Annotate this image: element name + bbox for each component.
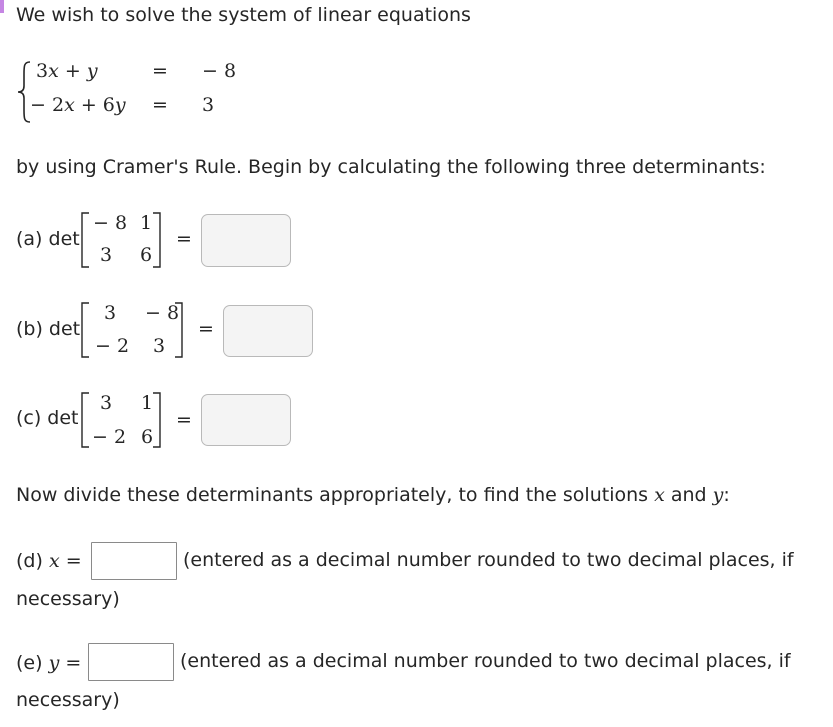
eq2-lhs: − 2x + 6y (30, 94, 126, 116)
answer-y-input[interactable] (88, 643, 174, 681)
det-a-m12: 1 (140, 212, 153, 234)
det-a-m11: − 8 (93, 212, 128, 234)
divide-text: Now divide these determinants appropriately, to find the solutions x and y: (16, 484, 730, 506)
det-c-m11: 3 (100, 392, 113, 414)
answer-x-input[interactable] (91, 542, 177, 580)
answer-x-hint: (entered as a decimal number rounded to two decimal places, if (183, 549, 794, 571)
det-b-left-bracket (80, 302, 90, 358)
det-b-right-bracket (174, 302, 184, 358)
det-c-left-bracket (80, 392, 90, 448)
det-a-m22: 6 (140, 244, 153, 266)
det-b-m21: − 2 (95, 335, 130, 357)
det-b-equals: = (198, 318, 214, 340)
det-b-m12: − 8 (145, 302, 180, 324)
eq1-lhs: 3x + y (36, 60, 98, 82)
det-c-m12: 1 (141, 392, 154, 414)
det-a-m21: 3 (100, 244, 113, 266)
det-a-answer-box[interactable] (201, 214, 291, 267)
answer-y-hint: (entered as a decimal number rounded to two decimal places, if (180, 650, 791, 672)
det-b-answer-box[interactable] (223, 305, 313, 357)
det-b-label: (b) det (16, 318, 81, 340)
det-c-m22: 6 (141, 426, 154, 448)
eq1-equals: = (152, 60, 168, 82)
answer-y-hint-cont: necessary) (16, 689, 120, 711)
eq2-rhs: 3 (202, 94, 215, 116)
det-a-label: (a) det (16, 228, 80, 250)
det-c-m21: − 2 (92, 426, 127, 448)
eq1-rhs: − 8 (202, 60, 237, 82)
answer-x-hint-cont: necessary) (16, 588, 120, 610)
intro-text: We wish to solve the system of linear equations (16, 4, 471, 26)
det-a-equals: = (176, 228, 192, 250)
det-c-label: (c) det (16, 407, 79, 429)
det-b-m22: 3 (153, 335, 166, 357)
det-a-left-bracket (80, 212, 90, 268)
det-c-right-bracket (152, 392, 162, 448)
det-c-equals: = (176, 409, 192, 431)
det-c-answer-box[interactable] (201, 394, 291, 446)
det-a-right-bracket (152, 212, 162, 268)
instruction-text: by using Cramer's Rule. Begin by calculating the following three determinants: (16, 156, 766, 178)
accent-marker (0, 0, 4, 13)
det-b-m11: 3 (104, 302, 117, 324)
answer-y-label: (e) y = (16, 652, 82, 674)
answer-x-label: (d) x = (16, 550, 82, 572)
eq2-equals: = (152, 94, 168, 116)
